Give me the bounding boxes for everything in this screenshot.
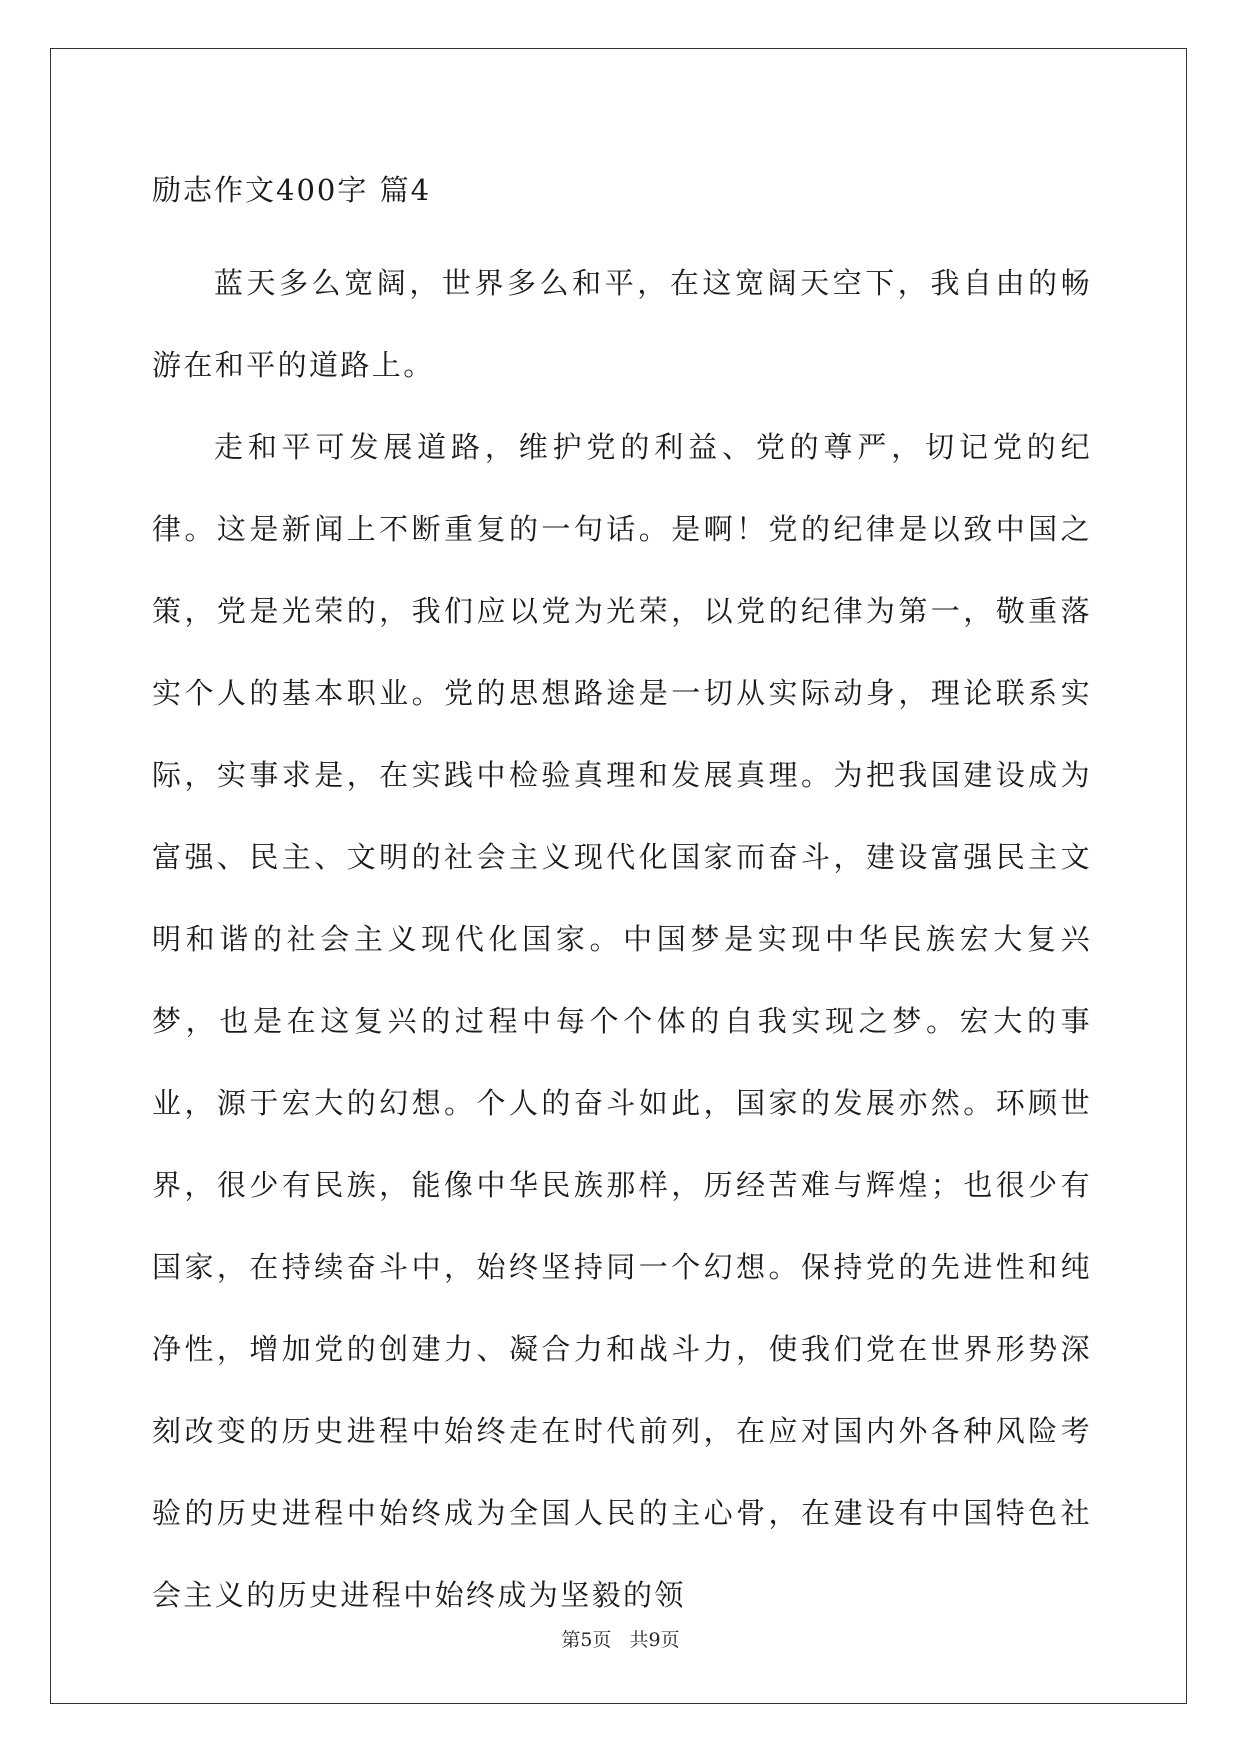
document-body — [152, 160, 1092, 1636]
paragraph-2: 走和平可发展道路，维护党的利益、党的尊严，切记党的纪律。这是新闻上不断重复的一句话。是啊！党的纪律是以致中国之策，党是光荣的，我们应以党为光荣，以党的纪律为第一，敬重落实个人的基本职业。党的思想路途是一切从实际动身，理论联系实际，实事求是，在实践中检验真理和发展真理。为把我国建设成为富强、民主、文明的社会主义现代化国家而奋斗，建设富强民主文明和谐的社会主义现代化国家。中国梦是实现中华民族宏大复兴梦，也是在这复兴的过程中每个个体的自我实现之梦。宏大的事业，源于宏大的幻想。个人的奋斗如此，国家的发展亦然。环顾世界，很少有民族，能像中华民族那样，历经苦难与辉煌；也很少有国家，在持续奋斗中，始终坚持同一个幻想。保持党的先进性和纯净性，增加党的创建力、凝合力和战斗力，使我们党在世界形势深刻改变的历史进程中始终走在时代前列，在应对国内外各种风险考验的历史进程中始终成为全国人民的主心骨，在建设有中国特色社会主义的历史进程中始终成为坚毅的领 — [152, 430, 1092, 1612]
page-number-footer: 第5页 共9页 — [561, 1629, 680, 1651]
essay-heading: 励志作文400字 篇4 — [152, 173, 432, 207]
paragraph-1: 蓝天多么宽阔，世界多么和平，在这宽阔天空下，我自由的畅游在和平的道路上。 — [152, 266, 1092, 382]
